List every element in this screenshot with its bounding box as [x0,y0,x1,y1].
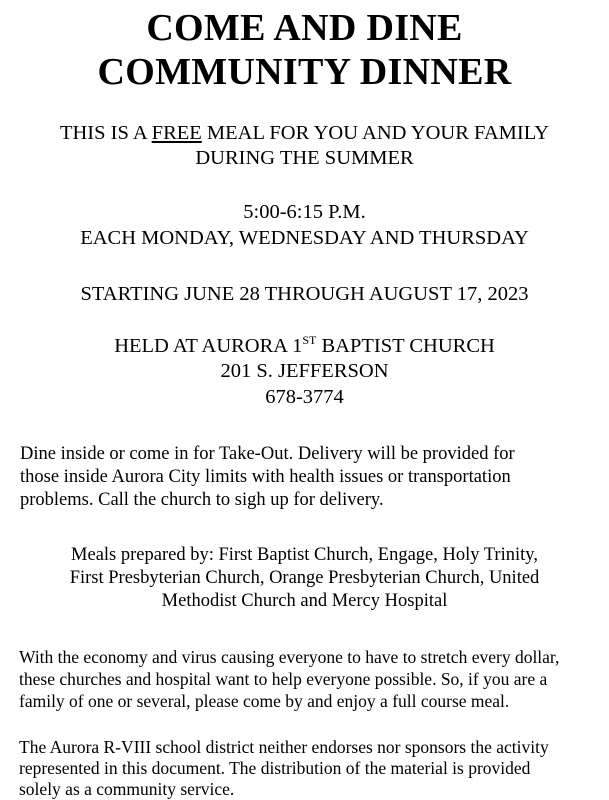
dine-paragraph-line-2: those inside Aurora City limits with health issues or transportation [20,467,511,487]
free-meal-suffix: MEAL FOR YOU AND YOUR FAMILY [201,122,550,144]
economy-paragraph-line-1: With the economy and virus causing everyone to have to stretch every dollar, [19,647,560,667]
location-address: 201 S. JEFFERSON [220,360,389,382]
location-held-suffix: BAPTIST CHURCH [316,335,495,357]
dine-paragraph-line-1: Dine inside or come in for Take-Out. Delivery will be provided for [20,444,515,464]
disclaimer-line-3: solely as a community service. [19,779,235,799]
schedule-time: 5:00-6:15 P.M. [243,201,366,223]
meals-paragraph-line-3: Methodist Church and Mercy Hospital [161,591,448,611]
title-line-1: COME AND DINE [146,7,463,49]
location-held-superscript: ST [302,333,317,347]
free-meal-line-2: DURING THE SUMMER [195,147,414,169]
location-held-prefix: HELD AT AURORA 1 [114,335,303,357]
dine-paragraph-line-3: problems. Call the church to sigh up for delivery. [20,490,384,510]
title-line-2: COMMUNITY DINNER [97,51,512,93]
disclaimer-line-1: The Aurora R-VIII school district neither endorses nor sponsors the activity [19,737,549,757]
meals-paragraph-line-1: Meals prepared by: First Baptist Church, Engage, Holy Trinity, [71,545,538,565]
free-meal-line-1 [0,121,609,146]
meals-paragraph-line-2: First Presbyterian Church, Orange Presbyterian Church, United [69,568,540,588]
disclaimer-line-2: represented in this document. The distribution of the material is provided [19,758,531,778]
free-meal-prefix: THIS IS A [59,122,152,144]
economy-paragraph-line-2: these churches and hospital want to help everyone possible. So, if you are a [19,669,548,689]
dates-line: STARTING JUNE 28 THROUGH AUGUST 17, 2023 [80,283,529,305]
location-held [0,334,609,359]
location-phone: 678-3774 [265,386,344,408]
schedule-days: EACH MONDAY, WEDNESDAY AND THURSDAY [80,227,529,249]
free-word: FREE [151,122,202,144]
economy-paragraph-line-3: family of one or several, please come by and enjoy a full course meal. [19,691,510,711]
